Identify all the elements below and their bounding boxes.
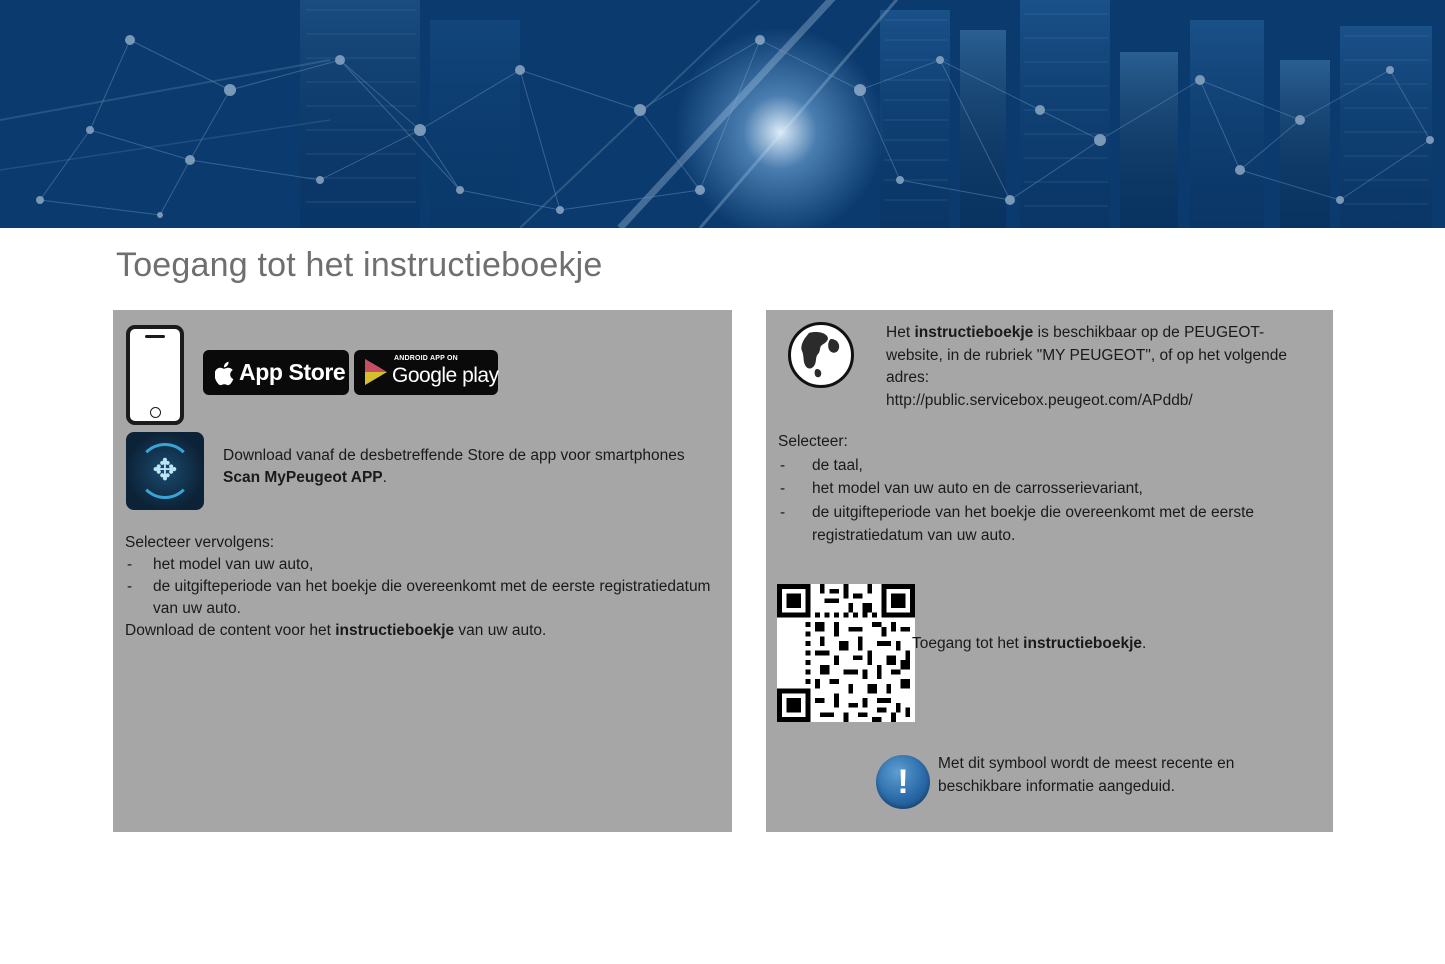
scan-mypeugeot-app-icon[interactable] [126,432,204,510]
website-intro-prefix: Het [886,324,915,341]
google-play-badge[interactable] [354,350,498,395]
list-item-label: het model van uw auto en de carrosserievariant, [812,480,1143,497]
left-select-list [125,554,715,620]
dash-bullet: - [780,456,786,474]
left-select-block [125,532,715,642]
list-item-label: het model van uw auto, [153,556,314,573]
dash-bullet: - [780,480,786,497]
right-select-list [778,454,1323,548]
app-store-label: App Store [239,359,346,385]
exclamation-symbol-icon [876,755,930,809]
page-title: Toegang tot het instructieboekje [116,246,603,284]
apple-icon [211,358,237,388]
download-instruction-suffix: . [382,469,387,486]
left-content-line [125,620,715,642]
website-url[interactable]: http://public.servicebox.peugeot.com/APddb/ [886,391,1193,409]
google-play-label-google: Google [392,364,457,387]
list-item-label: de taal, [812,456,863,474]
google-play-label [392,364,499,388]
list-item [778,477,1323,501]
dash-bullet: - [127,556,133,573]
left-content-prefix: Download de content voor het [125,622,336,639]
exclamation-mark: ! [897,763,909,801]
smartphone-home-button [150,407,161,418]
qr-code[interactable] [777,584,915,722]
left-select-heading: Selecteer vervolgens: [125,534,275,551]
list-item-label: de uitgifteperiode van het boekje die overeenkomt met de eerste registratiedatum van uw auto. [812,503,1255,544]
website-intro-text [886,322,1316,412]
qr-code-image [777,584,915,722]
app-download-panel [113,310,732,832]
website-intro-suffix: is beschikbaar op de PEUGEOT-website, in de rubriek "MY PEUGEOT", of op het volgende adres: [886,324,1288,386]
smartphone-speaker [145,335,165,338]
list-item [125,554,715,576]
right-select-block [778,430,1323,548]
app-store-badge[interactable] [203,350,349,395]
google-play-icon-bottom [365,372,387,385]
qr-caption-suffix: . [1142,635,1147,652]
list-item [778,454,1323,478]
hero-city-skyline [0,0,1445,228]
dash-bullet: - [127,578,133,595]
google-play-small-label: ANDROID APP ON [394,355,458,362]
list-item [125,576,715,620]
hero-banner [0,0,1445,228]
smartphone-screen [133,343,177,404]
peugeot-lion-icon: ✥ [152,454,178,487]
globe-cursor-icon [788,322,862,396]
website-access-panel [766,310,1333,832]
warning-description: Met dit symbool wordt de meest recente en beschikbare informatie aangeduid. [938,755,1235,795]
left-content-bold: instructieboekje [335,622,455,639]
list-item-label: de uitgifteperiode van het boekje die overeenkomt met de eerste registratiedatum van uw auto. [153,578,711,617]
smartphone-icon [126,325,184,425]
dash-bullet: - [780,503,786,521]
download-instruction [223,445,693,489]
list-item [778,501,1323,548]
right-select-heading: Selecteer: [778,433,848,450]
qr-caption [912,633,1146,655]
download-instruction-prefix: Download vanaf de desbetreffende Store de app voor smartphones [223,447,685,464]
download-instruction-app: Scan MyPeugeot APP [223,469,383,486]
google-play-icon-top [365,359,387,372]
globe-continents [791,325,851,385]
google-play-label-play: play [462,364,499,387]
qr-caption-bold: instructieboekje [1023,635,1143,652]
globe-circle [788,322,854,388]
qr-caption-prefix: Toegang tot het [912,635,1024,652]
website-intro-bold: instructieboekje [914,324,1034,341]
left-content-suffix: van uw auto. [454,622,547,639]
